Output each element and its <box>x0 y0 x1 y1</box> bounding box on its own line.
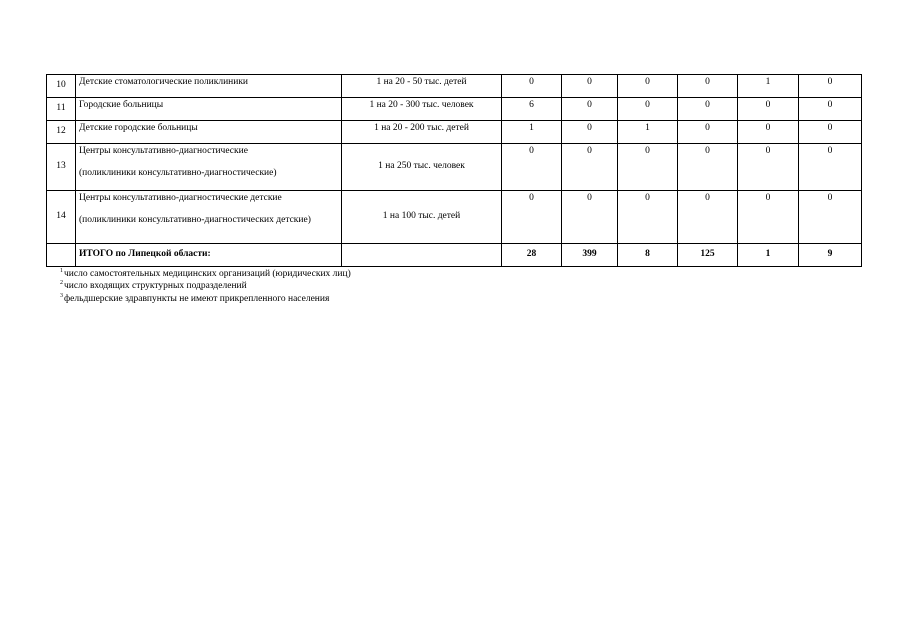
footnote-text: фельдшерские здравпункты не имеют прикрепленного населения <box>64 293 330 304</box>
value-cell: 0 <box>799 98 862 121</box>
empty-cell <box>47 244 76 267</box>
value-cell: 0 <box>799 144 862 191</box>
facility-norm: 1 на 100 тыс. детей <box>342 191 502 244</box>
value-cell: 0 <box>738 121 799 144</box>
total-value: 125 <box>678 244 738 267</box>
value-cell: 0 <box>618 191 678 244</box>
footnote-text: число входящих структурных подразделений <box>64 281 247 292</box>
table-row <box>47 75 862 98</box>
facility-norm: 1 на 250 тыс. человек <box>342 144 502 191</box>
value-cell: 0 <box>678 144 738 191</box>
table-row <box>47 98 862 121</box>
value-cell: 0 <box>502 191 562 244</box>
value-cell: 0 <box>562 75 618 98</box>
facility-type-line: Центры консультативно-диагностические детские <box>79 193 282 203</box>
total-row <box>47 244 862 267</box>
footnote-mark: 3 <box>60 292 63 299</box>
total-label: ИТОГО по Липецкой области: <box>76 244 342 267</box>
footnote-mark: 1 <box>60 268 63 274</box>
value-cell: 0 <box>502 144 562 191</box>
total-value: 28 <box>502 244 562 267</box>
facility-type <box>76 144 342 191</box>
value-cell: 1 <box>618 121 678 144</box>
empty-cell <box>342 244 502 267</box>
facility-norm: 1 на 20 - 200 тыс. детей <box>342 121 502 144</box>
value-cell: 0 <box>738 191 799 244</box>
footnote <box>60 280 351 292</box>
footnote <box>60 293 351 305</box>
value-cell: 0 <box>618 75 678 98</box>
total-value: 399 <box>562 244 618 267</box>
footnotes <box>60 268 351 305</box>
facility-type: Детские стоматологические поликлиники <box>76 75 342 98</box>
value-cell: 0 <box>562 191 618 244</box>
value-cell: 0 <box>799 75 862 98</box>
value-cell: 0 <box>618 144 678 191</box>
value-cell: 0 <box>618 98 678 121</box>
footnote-text: число самостоятельных медицинских организаций (юридических лиц) <box>64 269 351 279</box>
table-row <box>47 144 862 191</box>
facility-type-line: Центры консультативно-диагностические <box>79 146 248 156</box>
total-value: 1 <box>738 244 799 267</box>
value-cell: 0 <box>738 144 799 191</box>
value-cell: 1 <box>738 75 799 98</box>
facility-type <box>76 191 342 244</box>
facility-type: Городские больницы <box>76 98 342 121</box>
value-cell: 6 <box>502 98 562 121</box>
table-row <box>47 121 862 144</box>
facility-type-line: (поликлиники консультативно-диагностических детские) <box>79 214 311 225</box>
value-cell: 0 <box>678 75 738 98</box>
value-cell: 0 <box>562 144 618 191</box>
total-value: 9 <box>799 244 862 267</box>
facility-type-line: (поликлиники консультативно-диагностические) <box>79 167 277 178</box>
value-cell: 0 <box>738 98 799 121</box>
value-cell: 0 <box>678 191 738 244</box>
value-cell: 0 <box>678 121 738 144</box>
table-row <box>47 191 862 244</box>
facility-norm: 1 на 20 - 50 тыс. детей <box>342 75 502 98</box>
footnote-mark: 2 <box>60 280 63 287</box>
facility-type: Детские городские больницы <box>76 121 342 144</box>
value-cell: 0 <box>799 191 862 244</box>
value-cell: 0 <box>799 121 862 144</box>
medical-facilities-table <box>46 74 862 267</box>
row-number: 13 <box>47 144 76 191</box>
footnote <box>60 268 351 280</box>
value-cell: 1 <box>502 121 562 144</box>
value-cell: 0 <box>678 98 738 121</box>
row-number: 10 <box>47 75 76 98</box>
total-value: 8 <box>618 244 678 267</box>
value-cell: 0 <box>562 98 618 121</box>
value-cell: 0 <box>562 121 618 144</box>
row-number: 11 <box>47 98 76 121</box>
facility-norm: 1 на 20 - 300 тыс. человек <box>342 98 502 121</box>
value-cell: 0 <box>502 75 562 98</box>
row-number: 14 <box>47 191 76 244</box>
row-number: 12 <box>47 121 76 144</box>
